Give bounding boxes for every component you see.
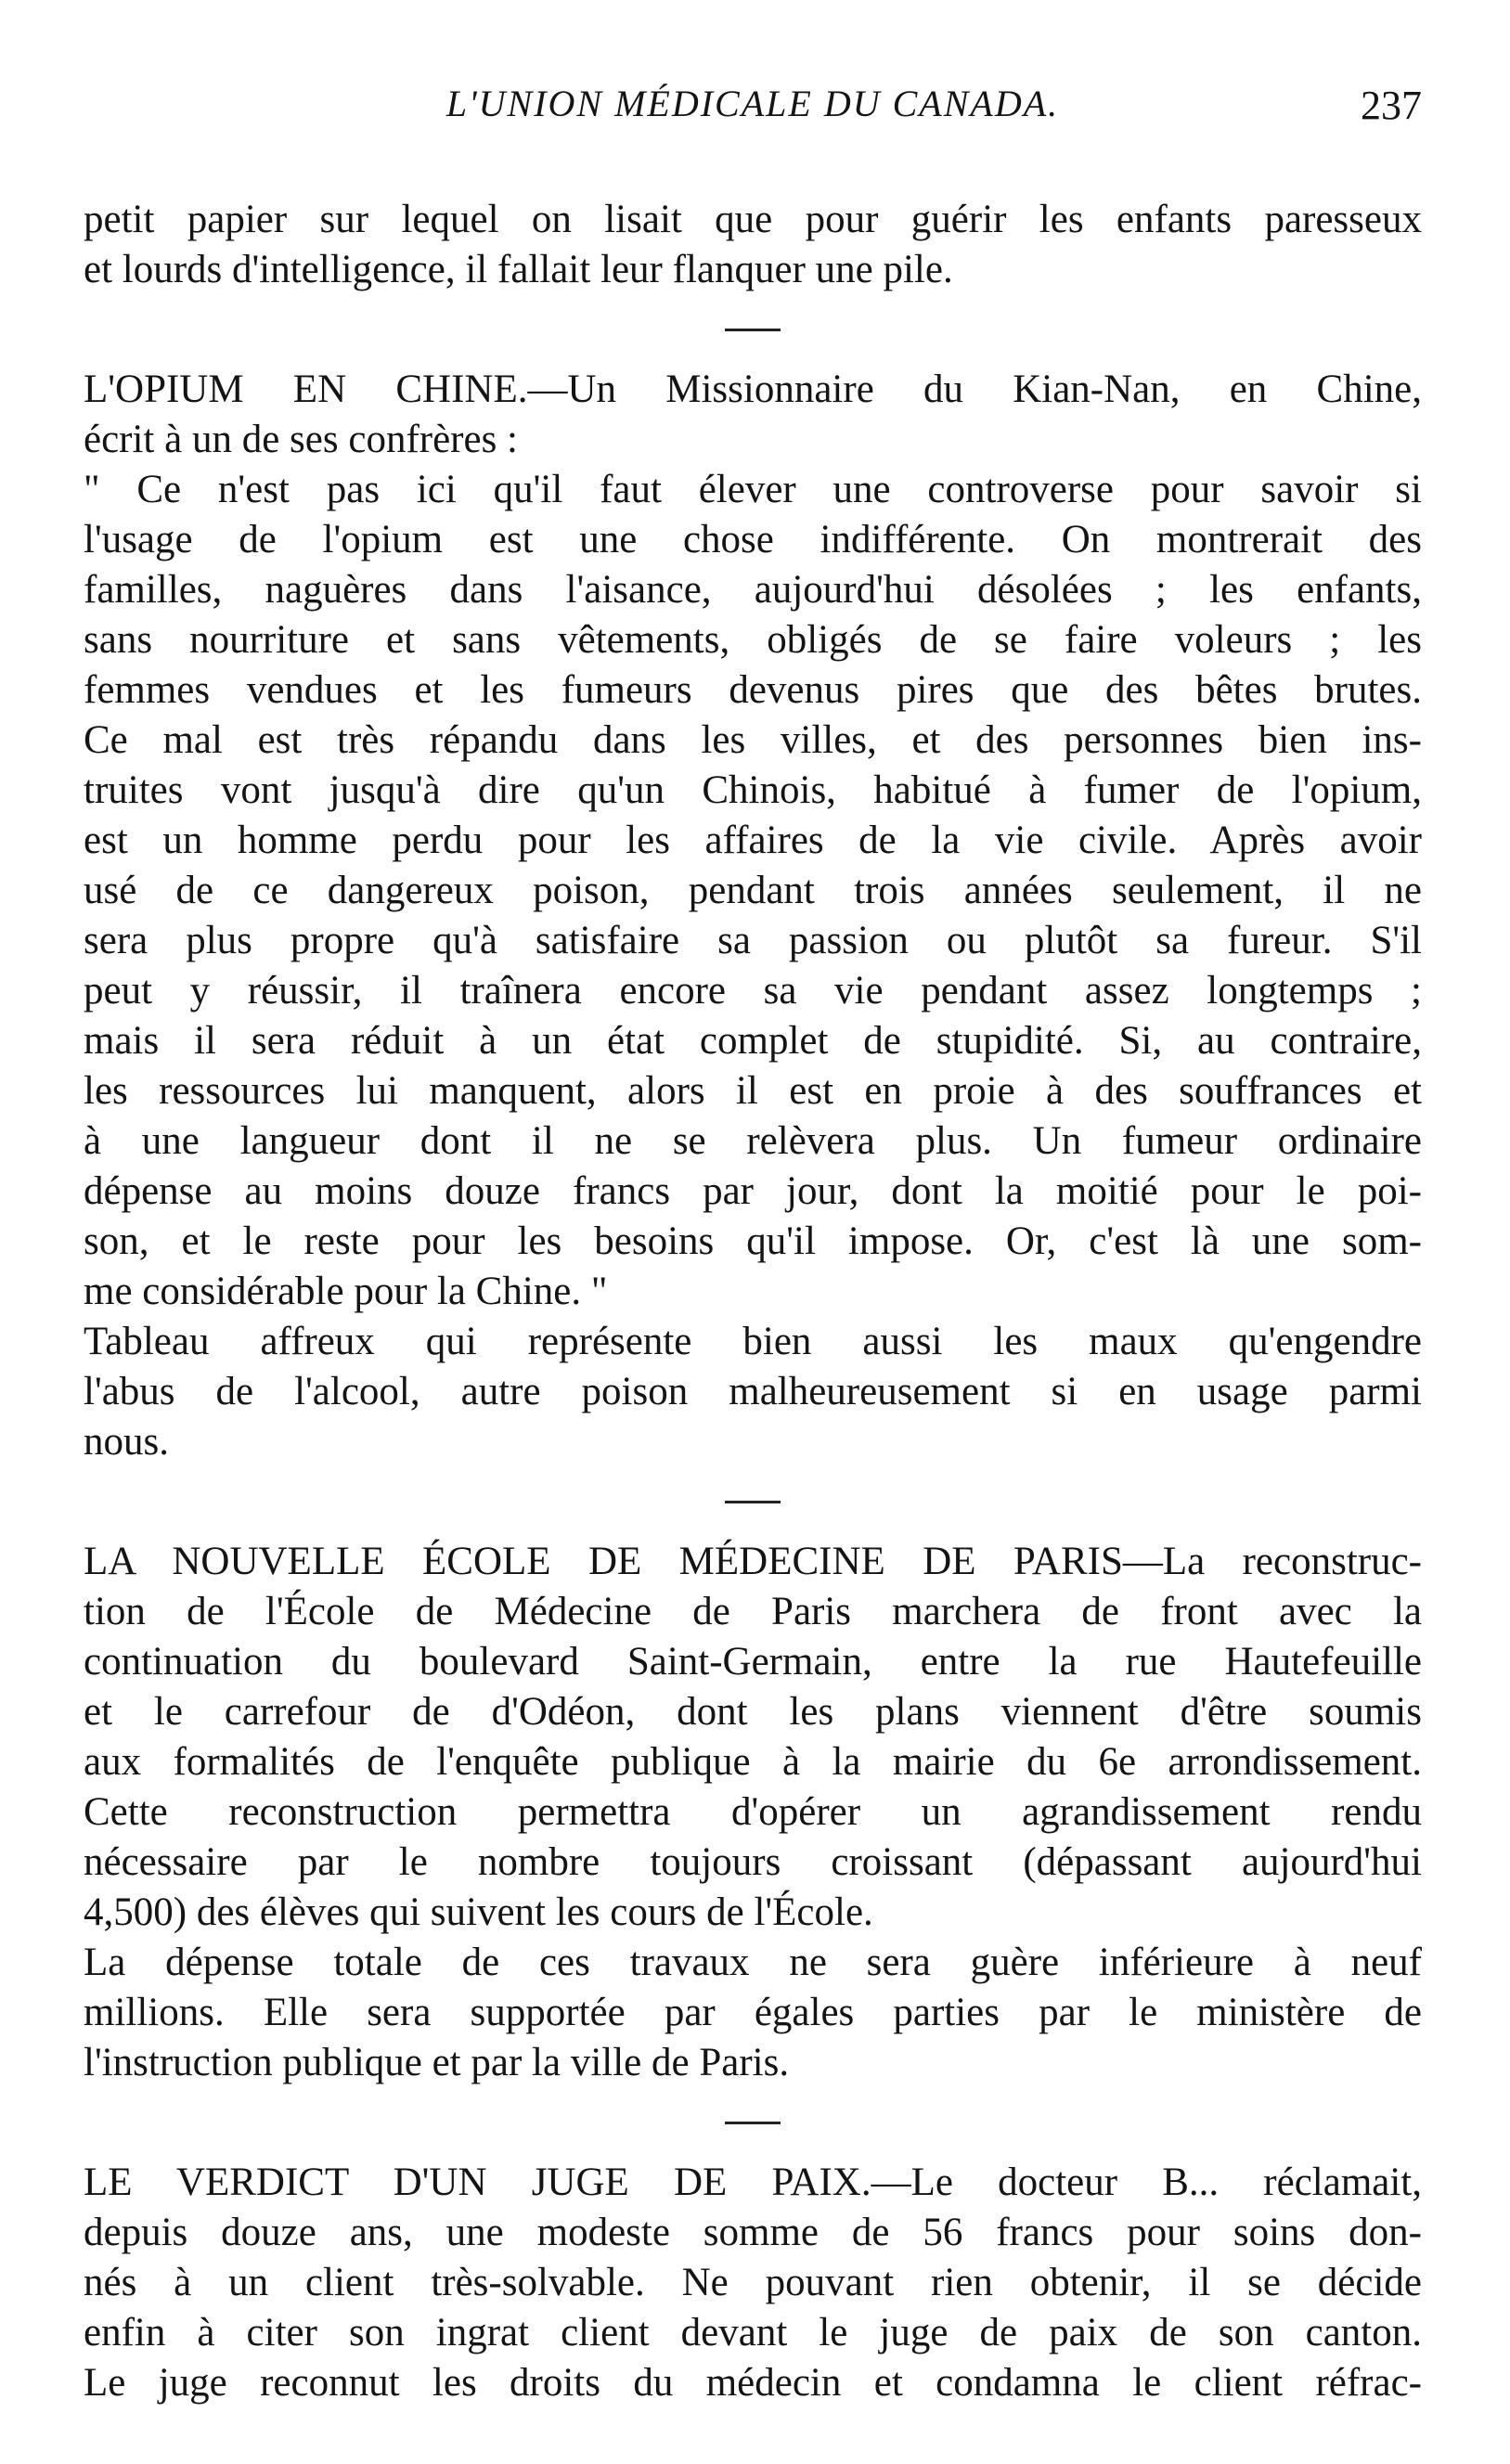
text-line: millions. Elle sera supportée par égales parties par le ministère de <box>84 1991 1422 2034</box>
page-number: 237 <box>1361 83 1422 128</box>
text-line: tion de l'École de Médecine de Paris marchera de front avec la <box>84 1590 1422 1633</box>
text-line: femmes vendues et les fumeurs devenus pires que des bêtes brutes. <box>84 668 1422 712</box>
text-fragment: —Un Missionnaire du Kian-Nan, en Chine, <box>527 368 1422 411</box>
article-body <box>84 195 1422 2408</box>
text-line: sera plus propre qu'à satisfaire sa passion ou plutôt sa fureur. S'il <box>84 919 1422 962</box>
text-line: nécessaire par le nombre toujours croissant (dépassant aujourd'hui <box>84 1840 1422 1884</box>
text-line <box>84 1537 1422 1587</box>
text-line: l'usage de l'opium est une chose indifférente. On montrerait des <box>84 518 1422 561</box>
text-line: les ressources lui manquent, alors il est en proie à des souffrances et <box>84 1069 1422 1113</box>
text-line: Ce mal est très répandu dans les villes, et des personnes bien ins- <box>84 718 1422 762</box>
text-line: truites vont jusqu'à dire qu'un Chinois, habitué à fumer de l'opium, <box>84 768 1422 812</box>
text-line: l'instruction publique et par la ville de Paris. <box>84 2041 790 2084</box>
text-line: à une langueur dont il ne se relèvera plus. Un fumeur ordinaire <box>84 1119 1422 1163</box>
text-fragment: —Le docteur B... réclamait, <box>871 2161 1422 2204</box>
section-heading: L'OPIUM EN CHINE. <box>84 368 528 411</box>
text-fragment: —La reconstruc- <box>1122 1540 1423 1583</box>
text-line: est un homme perdu pour les affaires de la vie civile. Après avoir <box>84 819 1422 862</box>
text-line: écrit à un de ses confrères : <box>84 418 519 461</box>
text-line: 4,500) des élèves qui suivent les cours de l'École. <box>84 1890 873 1934</box>
section-divider <box>725 2122 781 2124</box>
text-line: enfin à citer son ingrat client devant le juge de paix de son canton. <box>84 2311 1422 2354</box>
text-line: nés à un client très-solvable. Ne pouvant rien obtenir, il se décide <box>84 2261 1422 2304</box>
text-line: dépense au moins douze francs par jour, dont la moitié pour le poi- <box>84 1169 1422 1213</box>
text-line: mais il sera réduit à un état complet de stupidité. Si, au contraire, <box>84 1019 1422 1063</box>
text-line: et lourds d'intelligence, il fallait leur flanquer une pile. <box>84 248 953 291</box>
text-line: sans nourriture et sans vêtements, obligés de se faire voleurs ; les <box>84 618 1422 662</box>
section-heading: LE VERDICT D'UN JUGE DE PAIX. <box>84 2161 871 2204</box>
text-line: l'abus de l'alcool, autre poison malheureusement si en usage parmi <box>84 1370 1422 1413</box>
section-heading: LA NOUVELLE ÉCOLE DE MÉDECINE DE PARIS <box>84 1540 1123 1583</box>
text-line: depuis douze ans, une modeste somme de 56 francs pour soins don- <box>84 2211 1422 2254</box>
text-line <box>84 365 1422 415</box>
text-line: aux formalités de l'enquête publique à la mairie du 6e arrondissement. <box>84 1740 1422 1784</box>
text-line: petit papier sur lequel on lisait que pour guérir les enfants paresseux <box>84 198 1422 241</box>
text-line: Cette reconstruction permettra d'opérer un agrandissement rendu <box>84 1790 1422 1834</box>
text-line: son, et le reste pour les besoins qu'il impose. Or, c'est là une som- <box>84 1219 1422 1263</box>
text-line: usé de ce dangereux poison, pendant trois années seulement, il ne <box>84 869 1422 912</box>
text-line: familles, naguères dans l'aisance, aujourd'hui désolées ; les enfants, <box>84 568 1422 612</box>
section-ecole <box>84 1537 1422 2088</box>
text-line: La dépense totale de ces travaux ne sera guère inférieure à neuf <box>84 1941 1422 1984</box>
text-line: peut y réussir, il traînera encore sa vie pendant assez longtemps ; <box>84 969 1422 1013</box>
section-verdict <box>84 2158 1422 2408</box>
continued-paragraph <box>84 195 1422 295</box>
text-line: Tableau affreux qui représente bien aussi les maux qu'engendre <box>84 1320 1422 1363</box>
text-line: " Ce n'est pas ici qu'il faut élever une controverse pour savoir si <box>84 468 1422 511</box>
text-line: me considérable pour la Chine. " <box>84 1270 608 1313</box>
running-title: L'UNION MÉDICALE DU CANADA. <box>445 83 1060 124</box>
text-line: et le carrefour de d'Odéon, dont les plans viennent d'être soumis <box>84 1690 1422 1734</box>
text-line <box>84 2158 1422 2208</box>
text-line: nous. <box>84 1420 169 1464</box>
section-divider <box>725 329 781 331</box>
page-header <box>84 82 1422 147</box>
section-opium <box>84 365 1422 1467</box>
text-line: continuation du boulevard Saint-Germain, entre la rue Hautefeuille <box>84 1640 1422 1684</box>
section-divider <box>725 1501 781 1503</box>
text-line: Le juge reconnut les droits du médecin et condamna le client réfrac- <box>84 2361 1422 2405</box>
